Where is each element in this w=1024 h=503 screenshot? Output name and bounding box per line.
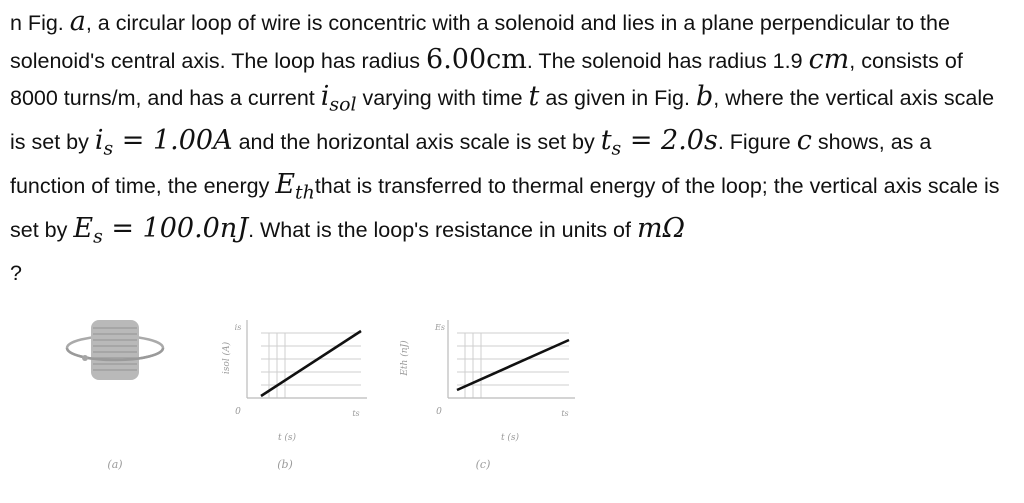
text-run: n Fig. (10, 11, 70, 35)
is-value: = 1.00A (113, 125, 233, 157)
text-run: and the horizontal axis scale is set by (232, 130, 601, 155)
symbol-base: i (94, 125, 104, 157)
symbol-subscript: th (295, 181, 315, 204)
graph-b-grid (261, 333, 361, 398)
symbol-base: E (73, 213, 94, 245)
symbol-subscript: s (611, 137, 622, 160)
text-run: shows, as a function of time, the energy (10, 130, 932, 199)
graph-c-origin: 0 (436, 407, 442, 417)
text-run: , a circular loop of wire is concentric with a solenoid and lies in a plane perpendicular to the solenoid's central axis. The loop has radius (10, 11, 950, 73)
figure-panel (55, 300, 585, 490)
ts-value: = 2.0s (621, 125, 718, 157)
symbol-subscript: sol (329, 93, 357, 116)
label-b: (b) (277, 458, 293, 471)
is-equation (94, 125, 233, 160)
fig-b-symbol: b (695, 81, 714, 112)
graph-c-x-label: t (s) (500, 433, 520, 443)
graph-c-line (457, 340, 569, 390)
problem-text (10, 4, 1010, 291)
graph-b-x-scale: ts (352, 409, 360, 418)
graph-b-y-label: isol (A) (222, 341, 232, 375)
symbol-base: i (320, 81, 330, 112)
solenoid-body (91, 320, 139, 380)
symbol-base: E (275, 169, 296, 201)
graph-b-origin: 0 (235, 407, 241, 417)
graph-b-y-scale: is (234, 323, 242, 332)
loop-terminal (82, 355, 88, 361)
graph-b-x-label: t (s) (277, 433, 297, 443)
cm-unit: cm (808, 43, 850, 75)
es-value: = 100.0nJ (102, 213, 249, 245)
text-run: as given in Fig. (539, 86, 696, 110)
text-run: ? (10, 260, 22, 285)
label-a: (a) (107, 458, 123, 471)
symbol-subscript: s (103, 137, 114, 160)
figure-svg (55, 300, 585, 490)
resistance-unit: mΩ (636, 213, 685, 245)
ts-equation (600, 125, 718, 160)
text-run: that is transferred to thermal energy of the loop; the vertical axis scale is set by (10, 174, 1000, 243)
text-run: , where the vertical axis scale is set by (10, 86, 995, 155)
eth-symbol (275, 169, 315, 204)
text-run: varying with time (356, 86, 529, 110)
graph-c-y-scale: Es (435, 323, 445, 332)
symbol-subscript: s (93, 226, 103, 249)
graph-c-x-scale: ts (561, 409, 569, 418)
text-run: . The solenoid has radius 1.9 (526, 48, 809, 73)
solenoid-illustration (67, 320, 163, 380)
symbol-base: t (600, 125, 612, 157)
label-c: (c) (475, 458, 491, 471)
isol-symbol (320, 81, 357, 116)
fig-a-symbol: a (69, 6, 86, 37)
es-equation (73, 213, 249, 249)
graph-c-y-label: Eth (nJ) (400, 340, 410, 376)
text-run: . What is the loop's resistance in units of (248, 218, 637, 243)
graph-c (399, 320, 575, 443)
graph-b (221, 320, 367, 443)
text-run: , consists of 8000 turns/m, and has a current (10, 48, 963, 110)
graph-b-line (261, 331, 361, 396)
text-run: . Figure (717, 130, 797, 155)
t-symbol: t (528, 81, 540, 112)
loop-radius-value: 6.00cm (426, 43, 527, 75)
fig-c-symbol: c (796, 125, 812, 157)
